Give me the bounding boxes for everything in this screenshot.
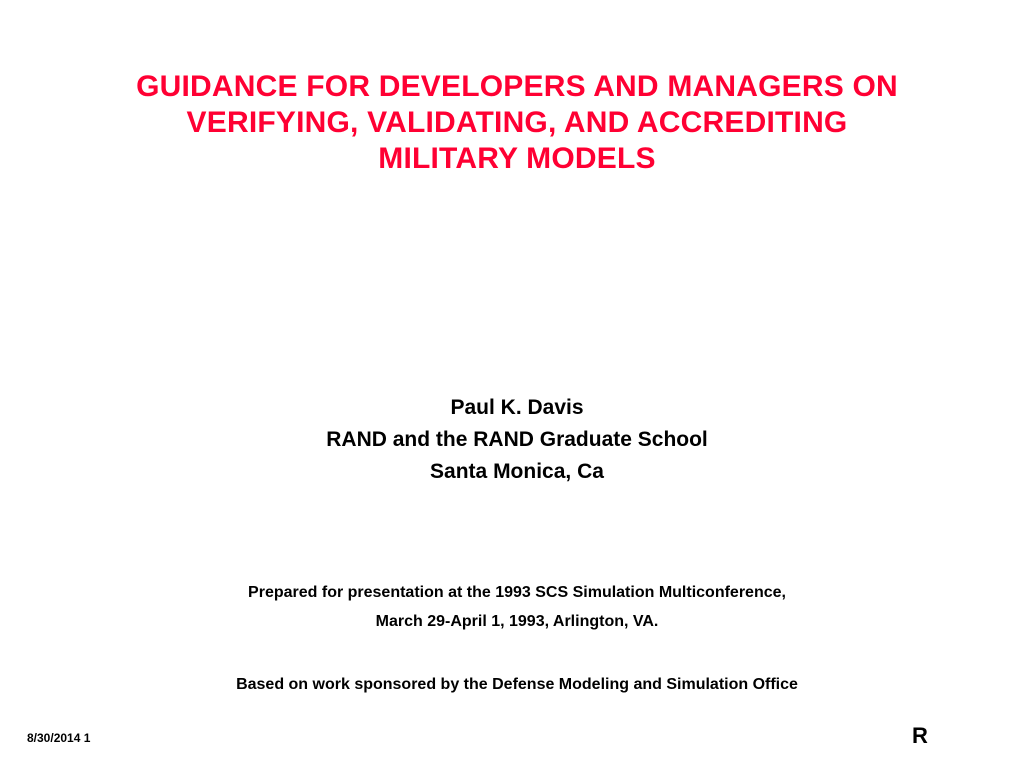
footer-date-page: 8/30/2014 1: [27, 731, 91, 745]
presentation-note: [0, 578, 1024, 636]
title-line-3: MILITARY MODELS: [378, 142, 656, 175]
author-affiliation: RAND and the RAND Graduate School: [326, 428, 708, 451]
presentation-note-line-1: Prepared for presentation at the 1993 SCS Simulation Multiconference,: [248, 584, 786, 601]
author-location: Santa Monica, Ca: [430, 460, 604, 483]
sponsor-note: Based on work sponsored by the Defense Modeling and Simulation Office: [236, 676, 798, 693]
presentation-note-line-2: March 29-April 1, 1993, Arlington, VA.: [375, 613, 659, 630]
author-block: [0, 392, 1024, 488]
title-line-1: GUIDANCE FOR DEVELOPERS AND MANAGERS ON: [136, 70, 898, 103]
slide-title: [60, 69, 974, 177]
author-name: Paul K. Davis: [450, 396, 584, 419]
title-line-2: VERIFYING, VALIDATING, AND ACCREDITING: [186, 106, 848, 139]
rand-logo: R: [912, 723, 928, 748]
